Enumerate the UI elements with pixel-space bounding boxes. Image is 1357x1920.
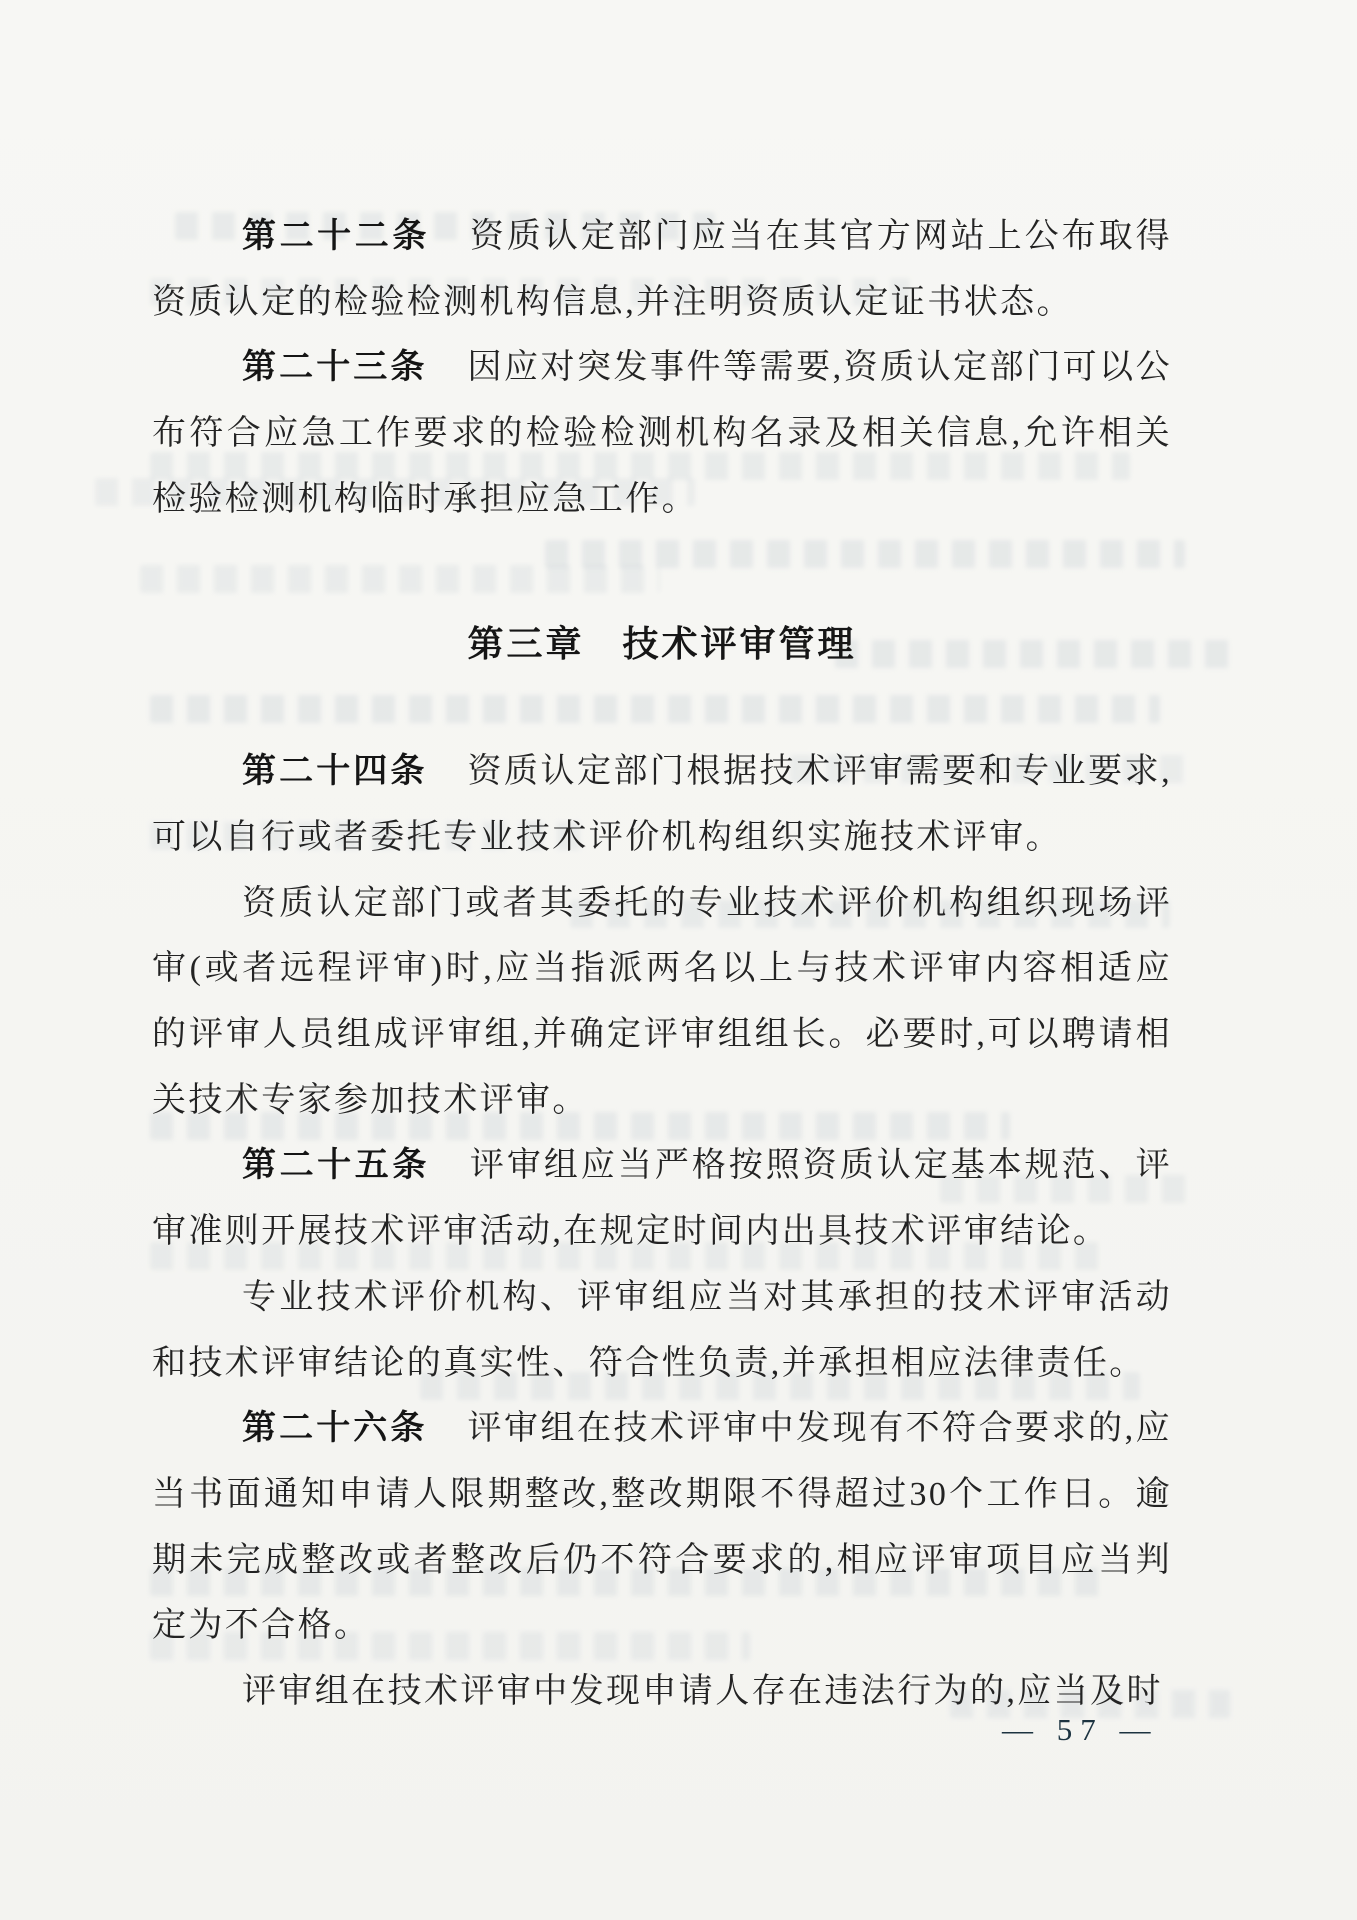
paragraph-text: 评审组在技术评审中发现申请人存在违法行为的,应当及时 xyxy=(242,1673,1163,1711)
paragraph xyxy=(152,1396,1172,1659)
paragraph xyxy=(152,871,1172,1134)
paragraph xyxy=(152,335,1172,532)
paragraph-text: 资质认定部门根据技术评审需要和专业要求,可以自行或者委托专业技术评价机构组织实施技术评审。 xyxy=(152,753,1173,856)
article-number: 第二十五条 xyxy=(242,1146,430,1185)
document-body xyxy=(152,204,1172,1725)
article-number: 第二十三条 xyxy=(242,348,428,387)
article-number: 第二十六条 xyxy=(242,1409,428,1448)
paragraph-text: 评审组应当严格按照资质认定基本规范、评审准则开展技术评审活动,在规定时间内出具技术评审结论。 xyxy=(152,1147,1172,1251)
paragraph-text: 因应对突发事件等需要,资质认定部门可以公布符合应急工作要求的检验检测机构名录及相关信息,允许相关检验检测机构临时承担应急工作。 xyxy=(152,349,1173,518)
article-number: 第二十二条 xyxy=(242,217,430,255)
paragraph-text: 技术评审管理 xyxy=(622,622,857,664)
paragraph-text: 资质认定部门或者其委托的专业技术评价机构组织现场评审(或者远程评审)时,应当指派两名以上与技术评审内容相适应的评审人员组成评审组,并确定评审组组长。必要时,可以聘请相关技术专家参加技术评审。 xyxy=(152,884,1172,1119)
chapter-number: 第三章 xyxy=(467,622,585,664)
chapter-heading xyxy=(152,611,1172,677)
paragraph-text: 资质认定部门应当在其官方网站上公布取得资质认定的检验检测机构信息,并注明资质认定证书状态。 xyxy=(152,218,1172,321)
paragraph xyxy=(152,739,1172,870)
paragraph xyxy=(152,1265,1172,1396)
paragraph xyxy=(152,1133,1172,1264)
paragraph-text: 专业技术评价机构、评审组应当对其承担的技术评审活动和技术评审结论的真实性、符合性负责,并承担相应法律责任。 xyxy=(152,1278,1172,1382)
article-number: 第二十四条 xyxy=(242,752,428,791)
paragraph xyxy=(152,204,1172,335)
page-number: — 57 — xyxy=(1002,1712,1159,1747)
paragraph-text: 评审组在技术评审中发现有不符合要求的,应当书面通知申请人限期整改,整改期限不得超过30个工作日。逾期未完成整改或者整改后仍不符合要求的,相应评审项目应当判定为不合格。 xyxy=(152,1410,1173,1645)
